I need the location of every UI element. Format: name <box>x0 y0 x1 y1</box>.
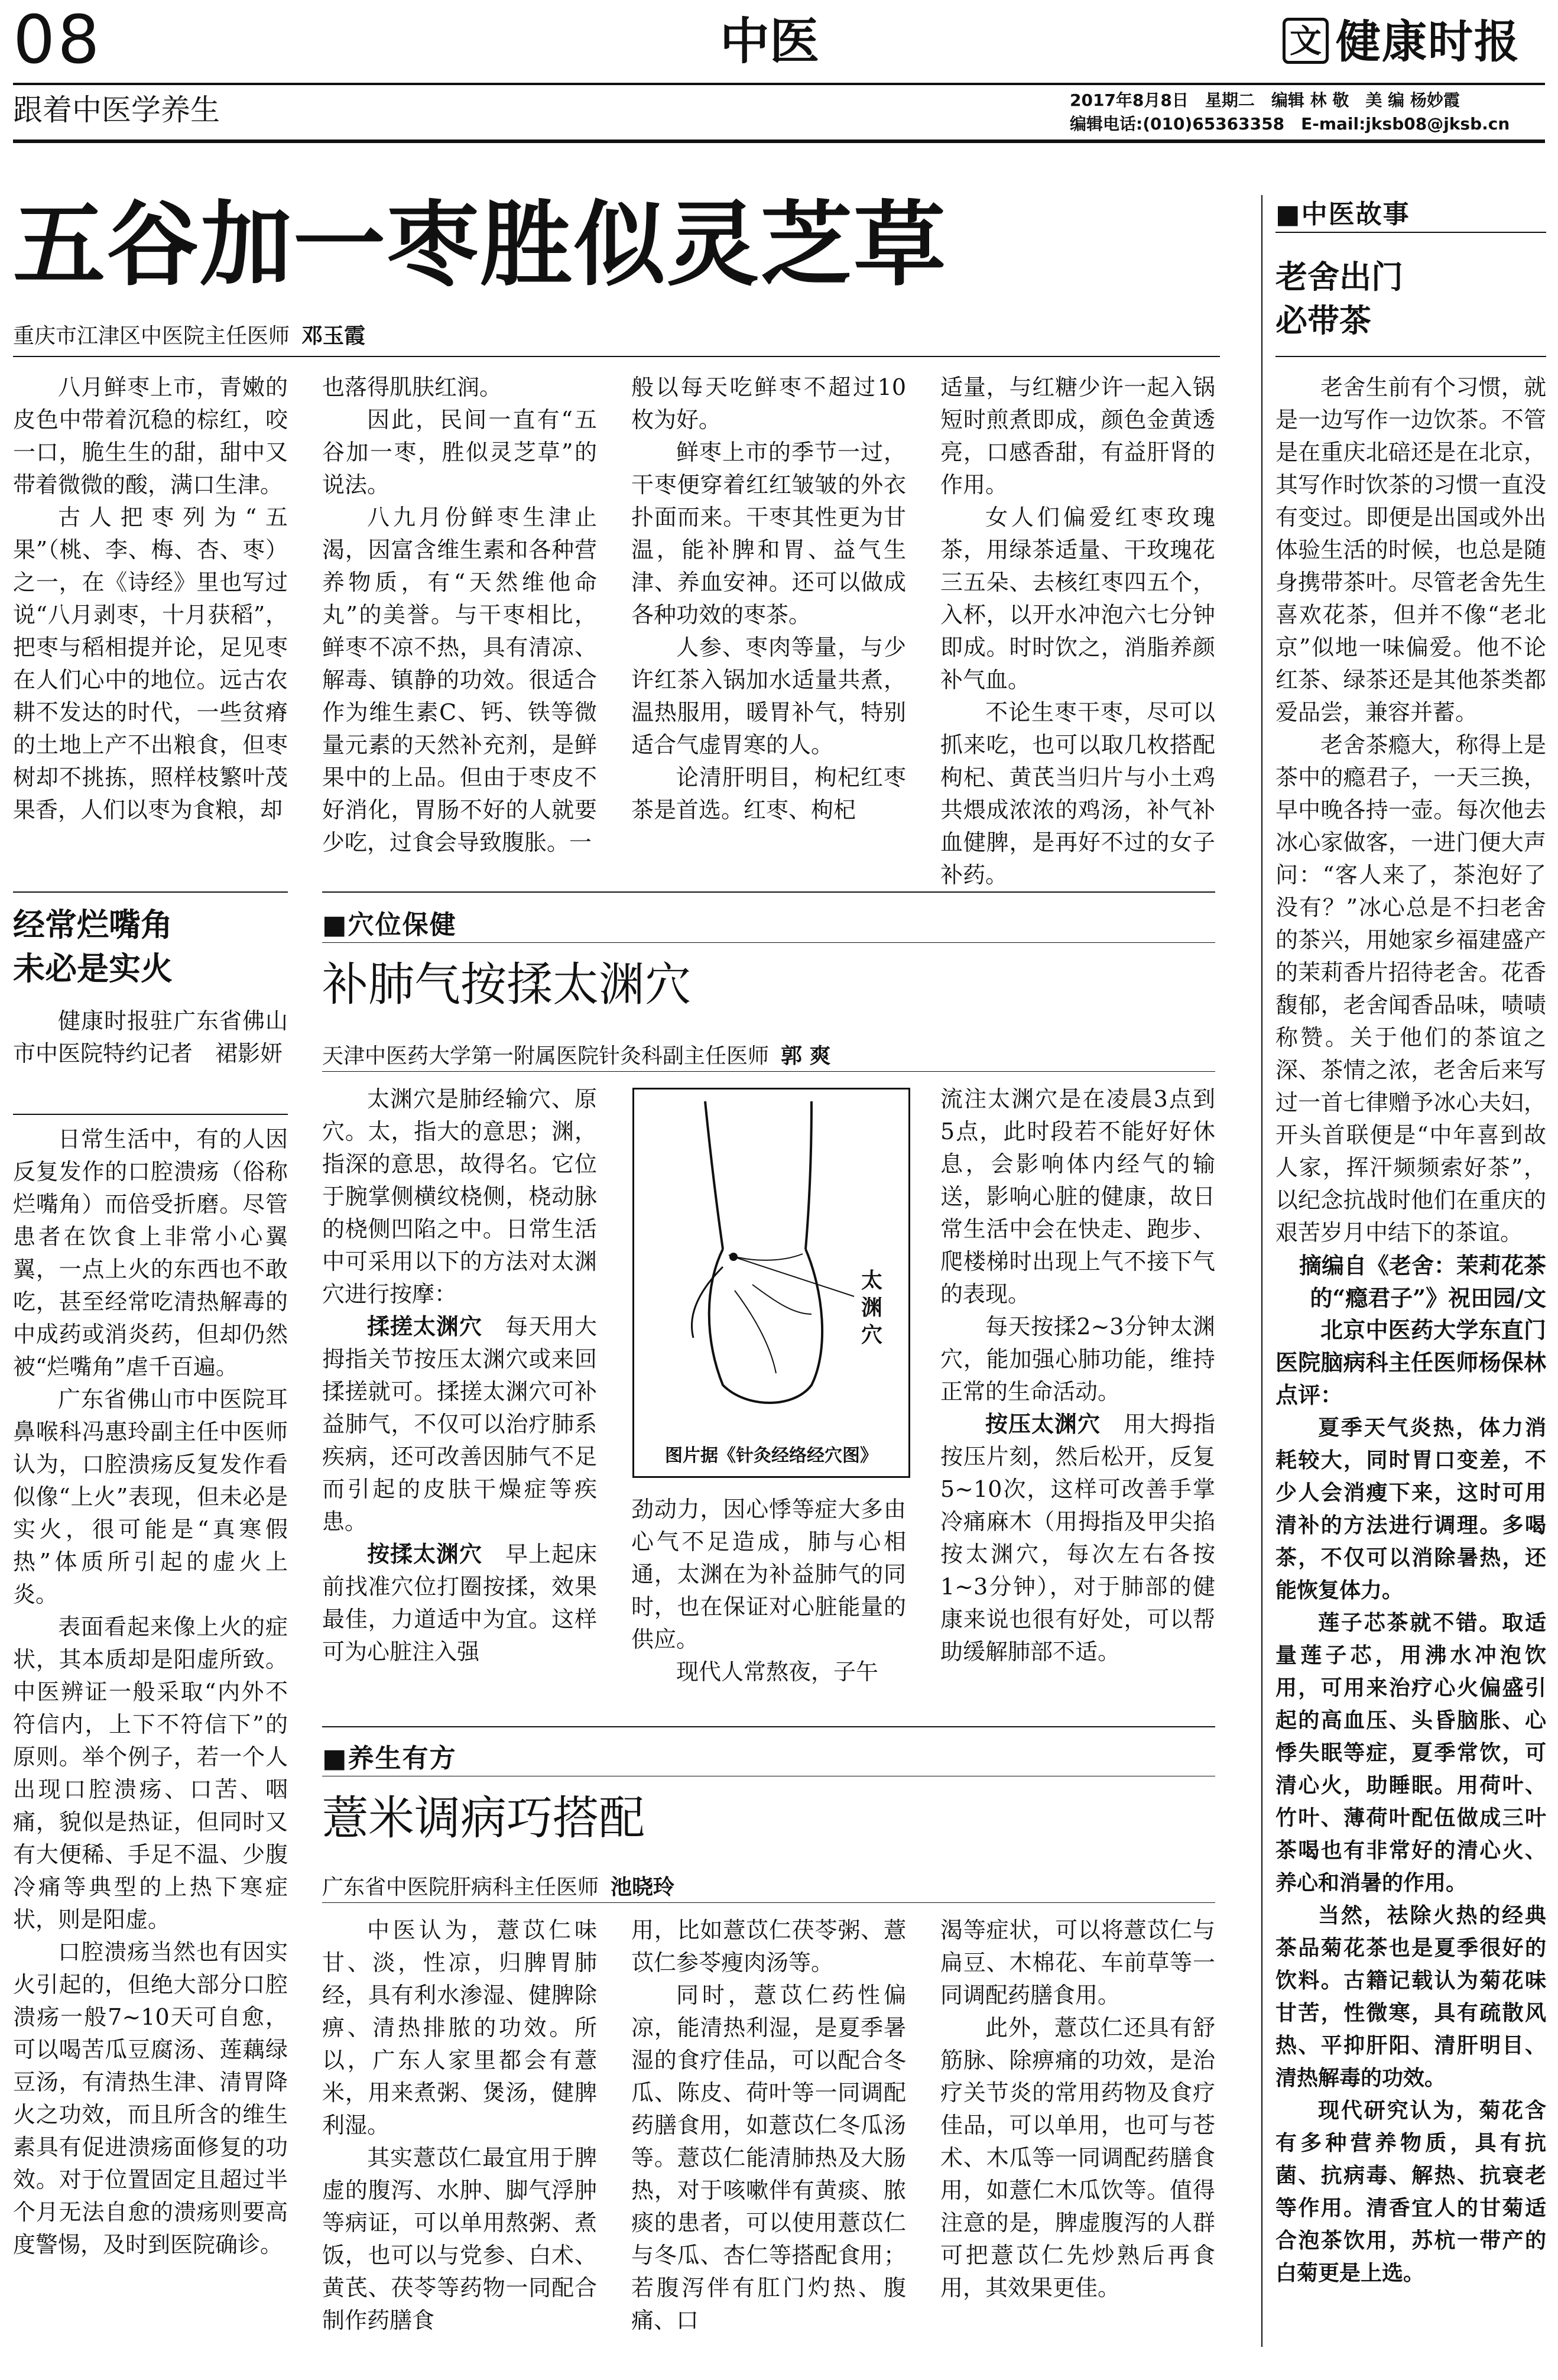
paragraph <box>940 1408 1215 1668</box>
paragraph: 女人们偏爱红枣玫瑰茶，用绿茶适量、干玫瑰花三五朵、去核红枣四五个，入杯，以开水冲泡六七分钟即成。时时饮之，消脂养颜补气血。 <box>940 504 1215 693</box>
paragraph: 用，比如薏苡仁茯苓粥、薏苡仁参苓瘦肉汤等。 <box>631 1917 906 1976</box>
paragraph: 中医认为，薏苡仁味甘、淡，性凉，归脾胃肺经，具有利水渗湿、健脾除痹、清热排脓的功效。所以，广东人家里都会有薏米，用来煮粥、煲汤，健脾利湿。 <box>322 1917 597 2138</box>
paragraph: 夏季天气炎热，体力消耗较大，同时胃口变差，不少人会消瘦下来，这时可用清补的方法进行调理。多喝茶，不仅可以消除暑热，还能恢复体力。 <box>1275 1415 1546 1603</box>
health-column-1 <box>322 1914 597 2337</box>
date-line: 2017年8月8日 星期二 编辑 林 敬 美 编 杨妙霞 <box>1070 90 1460 110</box>
acupoint-column-1 <box>322 1083 597 1668</box>
acupoint-column-2 <box>631 1493 906 1688</box>
paragraph: 适量，与红糖少许一起入锅短时煎煮即成，颜色金黄透亮，口感香甜，有益肝肾的作用。 <box>940 374 1215 498</box>
health-byline-org: 广东省中医院肝病科主任医师 <box>322 1875 599 1899</box>
paragraph: 当然，祛除火热的经典茶品菊花茶也是夏季很好的饮料。古籍记载认为菊花味甘苦，性微寒，具有疏散风热、平抑肝阳、清肝明目、清热解毒的功效。 <box>1275 1903 1546 2090</box>
acupoint-byline-org: 天津中医药大学第一附属医院针灸科副主任医师 <box>322 1044 770 1068</box>
paragraph-text: 早上起床前找准穴位打圈按揉，效果最佳，力道适中为宜。这样可为心脏注入强 <box>322 1541 597 1665</box>
left-headline-line-1: 经常烂嘴角 <box>13 906 173 943</box>
story-headline-line-2: 必带茶 <box>1275 302 1371 339</box>
paragraph: 表面看起来像上火的症状，其本质却是阳虚所致。中医辨证一般采取“内外不符信内，上下不符信下”的原则。举个例子，若一个人出现口腔溃疡、口苦、咽痛，貌似是热证，但同时又有大便稀、手足不温、少腹冷痛等典型的上热下寒症状，则是阳虚。 <box>13 1614 288 1932</box>
paragraph: 人参、枣肉等量，与少许红茶入锅加水适量共煮，温热服用，暖胃补气，特别适合气虚胃寒的人。 <box>631 634 906 758</box>
paragraph: 流注太渊穴是在凌晨3点到5点，此时段若不能好好休息，会影响体内经气的输送，影响心脏的健康，故日常生活中会在快走、跑步、爬楼梯时出现上气不接下气的表现。 <box>940 1086 1215 1307</box>
figure-caption: 图片据《针灸经络经穴图》 <box>665 1445 878 1466</box>
story-label-rule <box>1275 232 1546 233</box>
paragraph: 因此，民间一直有“五谷加一枣，胜似灵芝草”的说法。 <box>322 407 597 498</box>
column-divider <box>1261 195 1262 2347</box>
main-headline: 五谷加一枣胜似灵芝草 <box>13 190 947 299</box>
acupoint-label-rule <box>322 942 1215 943</box>
story-body <box>1275 371 1546 2290</box>
story-comment <box>1275 1412 1546 2290</box>
section-title: 中医 <box>720 12 820 70</box>
paragraph: 般以每天吃鲜枣不超过10枚为好。 <box>631 374 906 433</box>
acupoint-figure <box>632 1088 910 1478</box>
page-number: 08 <box>13 2 102 79</box>
acupoint-column-3 <box>940 1083 1215 1668</box>
paragraph: 现代研究认为，菊花含有多种营养物质，具有抗菌、抗病毒、解热、抗衰老等作用。清香宜人的甘菊适合泡茶饮用，苏杭一带产的白菊更是上选。 <box>1275 2098 1546 2285</box>
paragraph-lead: 揉搓太渊穴 <box>367 1314 482 1340</box>
left-headline-line-2: 未必是实火 <box>13 950 173 987</box>
health-byline-author: 池晓玲 <box>611 1875 675 1899</box>
story-source: 摘编自《老舍：茉莉花茶的“瘾君子”》祝田园/文 <box>1299 1252 1546 1311</box>
masthead-rule <box>13 83 1545 85</box>
left-article-byline <box>13 1005 288 1070</box>
main-byline-author: 邓玉霞 <box>301 324 366 348</box>
newspaper-logo <box>1283 15 1549 70</box>
paragraph: 太渊穴是肺经输穴、原穴。太，指大的意思；渊，指深的意思，故得名。它位于腕掌侧横纹桡侧，桡动脉的桡侧凹陷之中。日常生活中可采用以下的方法对太渊穴进行按摩： <box>322 1086 597 1307</box>
left-byline-rule <box>13 1114 288 1115</box>
paragraph: 口腔溃疡当然也有因实火引起的，但绝大部分口腔溃疡一般7~10天可自愈，可以喝苦瓜豆腐汤、莲藕绿豆汤，有清热生津、清胃降火之功效，而且所含的维生素具有促进溃疡面修复的功效。对于位置固定且超过半个月无法自愈的溃疡则要高度警惕，及时到医院确诊。 <box>13 1939 288 2258</box>
left-article-body <box>13 1123 288 2261</box>
paragraph: 日常生活中，有的人因反复发作的口腔溃疡（俗称烂嘴角）而倍受折磨。尽管患者在饮食上非常小心翼翼，一点上火的东西也不敢吃，甚至经常吃清热解毒的中成药或消炎药，但却仍然被“烂嘴角”虐千百遍。 <box>13 1126 288 1380</box>
left-article-rule <box>13 891 288 893</box>
contact-line: 编辑电话:(010)65363358 E-mail:jksb08@jksb.cn <box>1070 114 1510 134</box>
paragraph: 现代人常熬夜，子午 <box>676 1659 879 1685</box>
logo-text: 健康时报 <box>1336 15 1520 68</box>
paragraph: 鲜枣上市的季节一过，干枣便穿着红红皱皱的外衣扑面而来。干枣其性更为甘温，能补脾和胃、益气生津、养血安神。还可以做成各种功效的枣茶。 <box>631 439 906 628</box>
story-comment-intro: 北京中医药大学东直门医院脑病科主任医师杨保林点评： <box>1275 1317 1546 1408</box>
paragraph: 八月鲜枣上市，青嫩的皮色中带着沉稳的棕红，咬一口，脆生生的甜，甜中又带着微微的酸，满口生津。 <box>13 374 288 498</box>
paragraph: 不论生枣干枣，尽可以抓来吃，也可以取几枚搭配枸杞、黄芪当归片与小土鸡共煨成浓浓的鸡汤，补气补血健脾，是再好不过的女子补药。 <box>940 699 1215 888</box>
acupoint-byline <box>322 1039 831 1069</box>
story-section-label: ■中医故事 <box>1275 199 1410 229</box>
health-column-3 <box>940 1914 1215 2304</box>
left-byline: 健康时报驻广东省佛山市中医院特约记者 裙影妍 <box>13 1008 288 1066</box>
main-byline-rule <box>13 356 1220 357</box>
hand-illustration <box>634 1090 908 1421</box>
paragraph: 渴等症状，可以将薏苡仁与扁豆、木棉花、车前草等一同调配药膳食用。 <box>940 1917 1215 2008</box>
paragraph: 论清肝明目，枸杞红枣茶是首选。红枣、枸杞 <box>631 764 906 823</box>
paragraph-text: 用大拇指按压片刻，然后松开，反复5~10次，这样可改善手掌冷痛麻木（用拇指及甲尖掐按太渊穴，每次左右各按1~3分钟），对于肺部的健康来说也很有好处，可以帮助缓解肺部不适。 <box>940 1411 1215 1665</box>
paragraph: 老舍生前有个习惯，就是一边写作一边饮茶。不管是在重庆北碚还是在北京，其写作时饮茶的习惯一直没有变过。即便是出国或外出体验生活的时候，也总是随身携带茶叶。尽管老舍先生喜欢花茶，但并不像“老北京”似地一味偏爱。他不论红茶、绿茶还是其他茶类都爱品尝，兼容并蓄。 <box>1275 374 1546 725</box>
health-top-rule <box>322 1726 1215 1727</box>
main-byline <box>13 319 365 349</box>
paragraph: 古人把枣列为“五果”（桃、李、梅、杏、枣）之一，在《诗经》里也写过说“八月剥枣，十月获稻”，把枣与稻相提并论，足见枣在人们心中的地位。远古农耕不发达的时代，一些贫瘠的土地上产不出粮食，但枣树却不挑拣，照样枝繁叶茂果香，人们以枣为食粮，却 <box>13 504 288 823</box>
story-headline-rule <box>1275 356 1546 357</box>
page-subtitle: 跟着中医学养生 <box>13 93 220 127</box>
masthead-bottom-rule <box>13 140 1545 143</box>
main-column-2 <box>322 371 597 859</box>
main-column-4 <box>940 371 1215 891</box>
health-byline-rule <box>322 1902 1215 1903</box>
acupoint-byline-author: 郭 爽 <box>781 1044 831 1068</box>
main-column-1 <box>13 371 288 826</box>
story-headline-line-1: 老舍出门 <box>1275 258 1403 296</box>
health-section-label: ■养生有方 <box>322 1743 457 1773</box>
paragraph-lead: 按压太渊穴 <box>985 1411 1101 1437</box>
paragraph: 每天按揉2~3分钟太渊穴，能加强心肺功能，维持正常的生命活动。 <box>940 1314 1215 1405</box>
acupoint-section-label: ■穴位保健 <box>322 910 457 940</box>
paragraph-text: 每天用大拇指关节按压太渊穴或来回揉搓就可。揉搓太渊穴可补益肺气，不仅可以治疗肺系疾病，还可改善因肺气不足而引起的皮肤干燥症等疾患。 <box>322 1314 597 1535</box>
acupoint-headline: 补肺气按揉太渊穴 <box>322 958 692 1011</box>
paragraph: 劲动力，因心悸等症大多由心气不足造成，肺与心相通，太渊在为补益肺气的同时，也在保证对心脏能量的供应。 <box>631 1496 906 1652</box>
health-headline: 薏米调病巧搭配 <box>322 1792 645 1845</box>
acupoint-byline-rule <box>322 1071 1215 1072</box>
main-byline-org: 重庆市江津区中医院主任医师 <box>13 324 290 348</box>
figure-point-label: 太渊穴 <box>861 1268 883 1347</box>
acupoint-top-rule <box>322 891 1215 893</box>
logo-mark-icon: 文 <box>1283 18 1329 64</box>
paragraph <box>322 1311 597 1538</box>
health-byline <box>322 1870 674 1901</box>
paragraph: 广东省佛山市中医院耳鼻喉科冯惠玲副主任中医师认为，口腔溃疡反复发作看似像“上火”表现，但未必是实火，很可能是“真寒假热”体质所引起的虚火上炎。 <box>13 1386 288 1607</box>
paragraph: 其实薏苡仁最宜用于脾虚的腹泻、水肿、脚气浮肿等病证，可以单用熬粥、煮饭，也可以与党参、白术、黄芪、茯苓等药物一同配合制作药膳食 <box>322 2145 597 2333</box>
paragraph-lead: 按揉太渊穴 <box>367 1541 482 1567</box>
paragraph: 老舍茶瘾大，称得上是茶中的瘾君子，一天三换，早中晚各持一壶。每次他去冰心家做客，一进门便大声问：“客人来了，茶泡好了没有？”冰心总是不扫老舍的茶兴，用她家乡福建盛产的茉莉香片招待老舍。花香馥郁，老舍闻香品味，啧啧称赞。关于他们的茶谊之深、茶情之浓，老舍后来写过一首七律赠予冰心夫妇，开头首联便是“中年喜到故人家，挥汗频频索好茶”，以纪念抗战时他们在重庆的艰苦岁月中结下的茶谊。 <box>1275 732 1546 1246</box>
paragraph: 也落得肌肤红润。 <box>322 374 502 400</box>
paragraph <box>322 1538 597 1668</box>
paragraph: 此外，薏苡仁还具有舒筋脉、除痹痛的功效，是治疗关节炎的常用药物及食疗佳品，可以单用，也可与苍术、木瓜等一同调配药膳食用，如薏仁木瓜饮等。值得注意的是，脾虚腹泻的人群可把薏苡仁先炒熟后再食用，其效果更佳。 <box>940 2015 1215 2301</box>
paragraph: 八九月份鲜枣生津止渴，因富含维生素和各种营养物质，有“天然维他命丸”的美誉。与干枣相比，鲜枣不凉不热，具有清凉、解毒、镇静的功效。很适合作为维生素C、钙、铁等微量元素的天然补充剂，是鲜果中的上品。但由于枣皮不好消化，胃肠不好的人就要少吃，过食会导致腹胀。一 <box>322 504 597 855</box>
paragraph: 同时，薏苡仁药性偏凉，能清热利湿，是夏季暑湿的食疗佳品，可以配合冬瓜、陈皮、荷叶等一同调配药膳食用，如薏苡仁冬瓜汤等。薏苡仁能清肺热及大肠热，对于咳嗽伴有黄痰、脓痰的患者，可以使用薏苡仁与冬瓜、杏仁等搭配食用；若腹泻伴有肛门灼热、腹痛、口 <box>631 1982 906 2333</box>
paragraph: 莲子芯茶就不错。取适量莲子芯，用沸水冲泡饮用，可用来治疗心火偏盛引起的高血压、头昏脑胀、心悸失眠等症，夏季常饮，可清心火，助睡眠。用荷叶、竹叶、薄荷叶配伍做成三叶茶喝也有非常好的清心火、养心和消暑的作用。 <box>1275 1610 1546 1895</box>
main-column-3 <box>631 371 906 826</box>
health-column-2 <box>631 1914 906 2337</box>
